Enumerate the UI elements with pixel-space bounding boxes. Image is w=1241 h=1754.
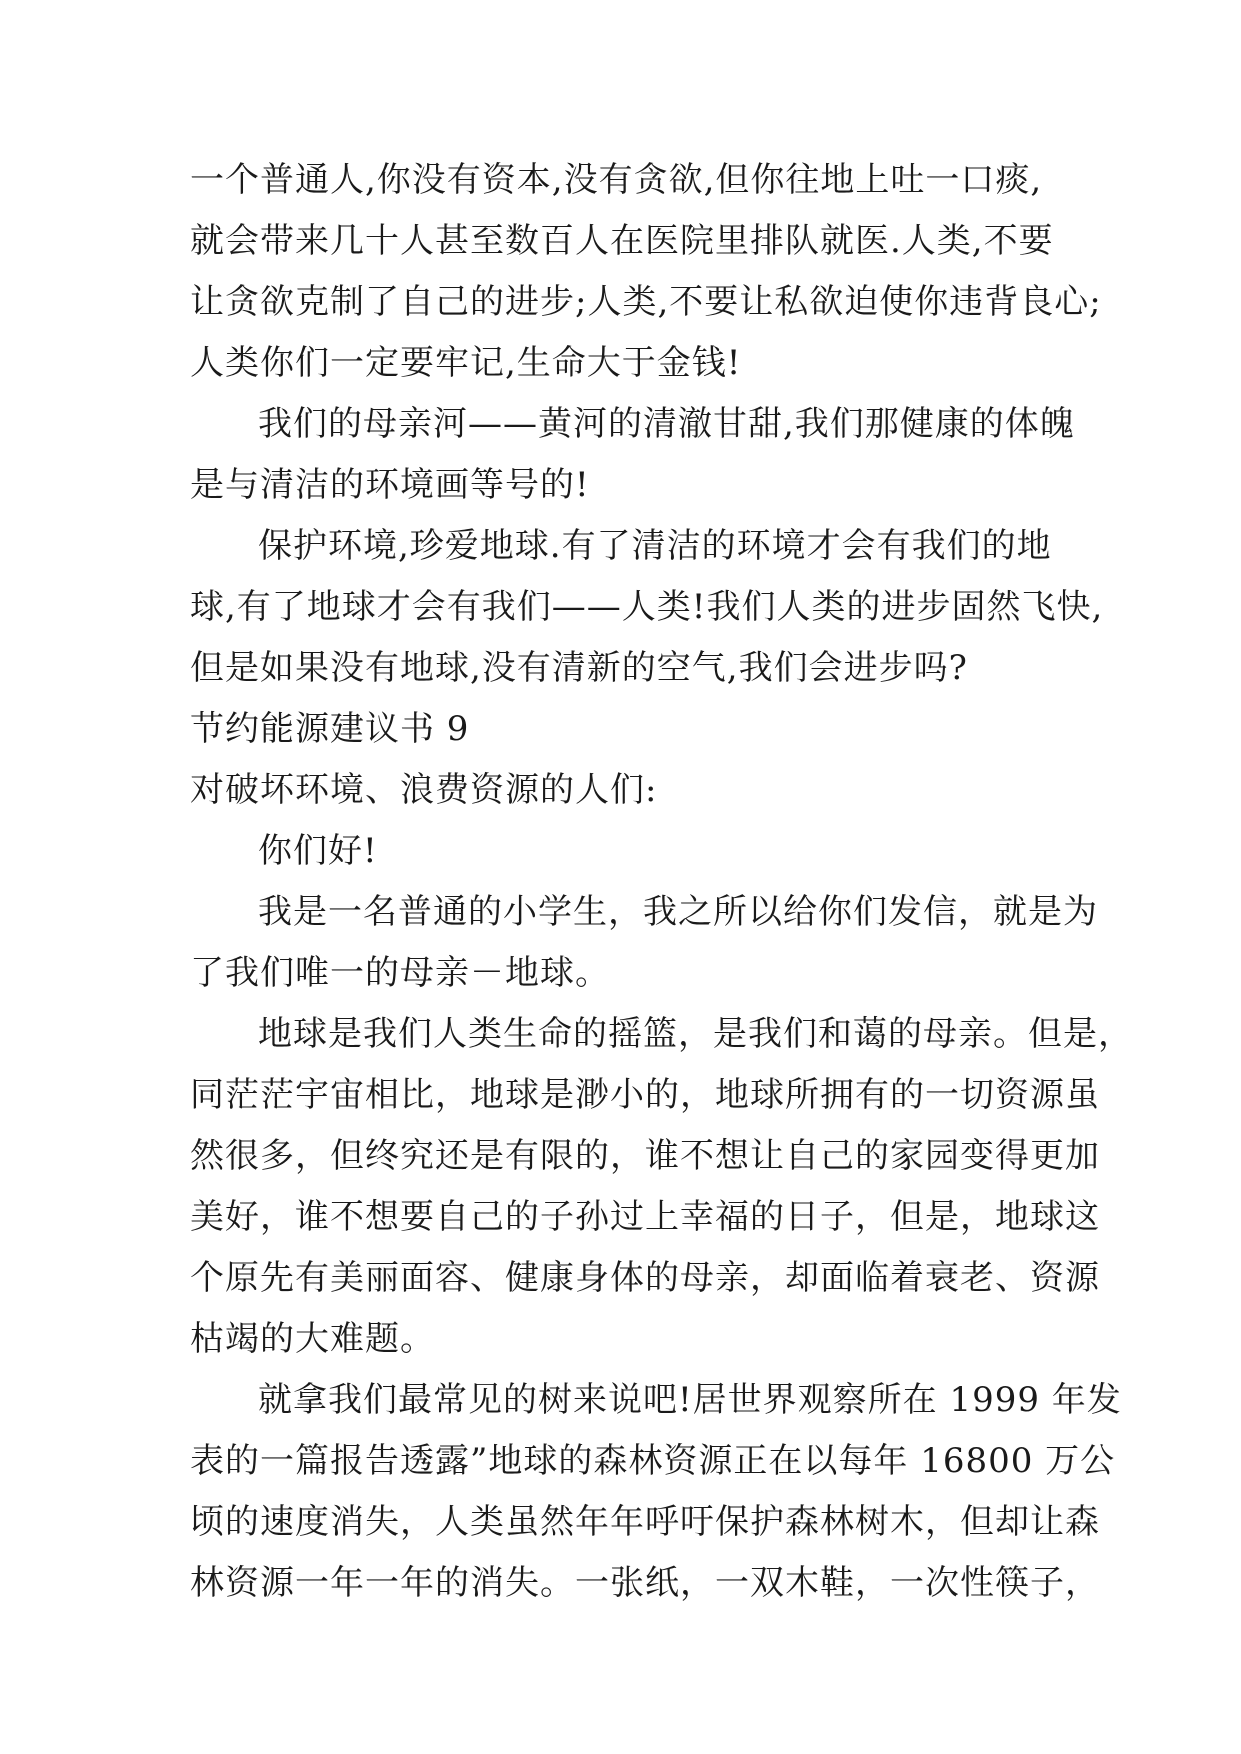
text-line: 地球是我们人类生命的摇篮，是我们和蔼的母亲。但是，: [258, 1014, 1133, 1054]
text-line: 对破坏环境、浪费资源的人们:: [190, 770, 658, 810]
document-body: [190, 150, 1133, 1614]
text-line: 一个普通人,你没有资本,没有贪欲,但你往地上吐一口痰,: [190, 160, 1043, 200]
text-line: 但是如果没有地球,没有清新的空气,我们会进步吗?: [190, 648, 968, 688]
text-line: 同茫茫宇宙相比，地球是渺小的，地球所拥有的一切资源虽: [190, 1075, 1100, 1115]
text-line: 我们的母亲河——黄河的清澈甘甜,我们那健康的体魄: [258, 404, 1075, 444]
text-line: 枯竭的大难题。: [190, 1319, 435, 1359]
document-page: [190, 150, 1133, 1614]
text-line: 是与清洁的环境画等号的!: [190, 465, 590, 505]
text-line: 保护环境,珍爱地球.有了清洁的环境才会有我们的地: [258, 526, 1052, 566]
text-line: 你们好!: [258, 831, 378, 871]
text-line: 就拿我们最常见的树来说吧!居世界观察所在 1999 年发: [258, 1380, 1122, 1420]
text-line: 美好，谁不想要自己的子孙过上幸福的日子，但是，地球这: [190, 1197, 1100, 1237]
text-line: 就会带来几十人甚至数百人在医院里排队就医.人类,不要: [190, 221, 1054, 261]
text-line: 表的一篇报告透露”地球的森林资源正在以每年 16800 万公: [190, 1441, 1116, 1481]
text-line: 球,有了地球才会有我们——人类!我们人类的进步固然飞快,: [190, 587, 1104, 627]
text-line: 节约能源建议书 9: [190, 709, 470, 749]
text-line: 林资源一年一年的消失。一张纸，一双木鞋，一次性筷子，: [190, 1563, 1100, 1603]
text-line: 顷的速度消失，人类虽然年年呼吁保护森林树木，但却让森: [190, 1502, 1100, 1542]
text-line: 人类你们一定要牢记,生命大于金钱!: [190, 343, 742, 383]
text-line: 然很多，但终究还是有限的，谁不想让自己的家园变得更加: [190, 1136, 1100, 1176]
text-line: 了我们唯一的母亲－地球。: [190, 953, 610, 993]
text-line: 个原先有美丽面容、健康身体的母亲，却面临着衰老、资源: [190, 1258, 1100, 1298]
text-line: 让贪欲克制了自己的进步;人类,不要让私欲迫使你违背良心;: [190, 282, 1102, 322]
text-line: 我是一名普通的小学生，我之所以给你们发信，就是为: [258, 892, 1098, 932]
